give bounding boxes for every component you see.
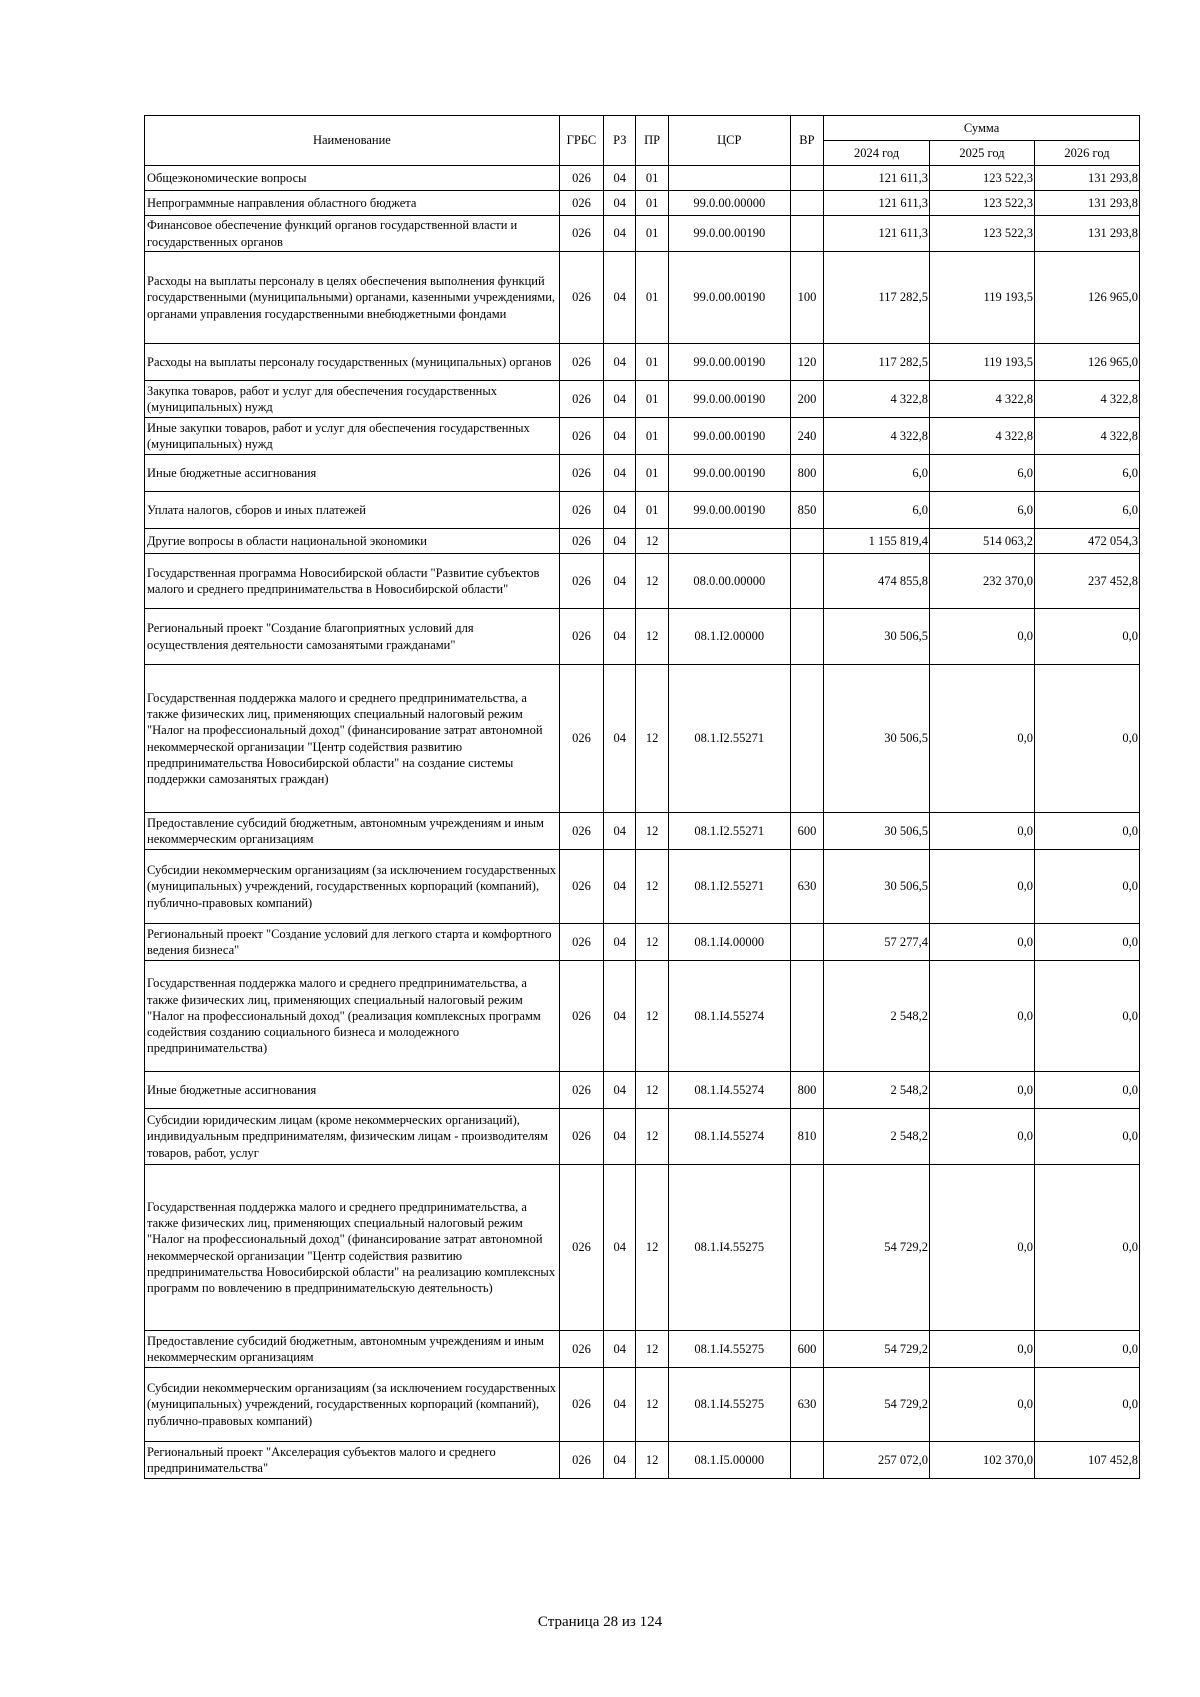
table-row [145,1072,1140,1109]
row-name: Предоставление субсидий бюджетным, автономным учреждениям и иным некоммерческим организациям [145,1331,560,1368]
row-vr [790,1442,823,1479]
row-rz: 04 [604,418,636,455]
row-pr: 01 [636,344,668,381]
col-header-name: Наименование [145,116,560,166]
row-rz: 04 [604,961,636,1072]
row-sum-2024: 2 548,2 [824,1109,930,1165]
row-sum-2024: 57 277,4 [824,924,930,961]
row-rz: 04 [604,252,636,344]
row-pr: 01 [636,455,668,492]
row-sum-2025: 0,0 [930,1331,1035,1368]
table-row [145,492,1140,529]
table-row [145,344,1140,381]
row-pr: 01 [636,418,668,455]
row-csr: 99.0.00.00190 [668,252,790,344]
row-pr: 12 [636,1368,668,1442]
row-name: Уплата налогов, сборов и иных платежей [145,492,560,529]
row-rz: 04 [604,850,636,924]
row-sum-2025: 0,0 [930,813,1035,850]
table-row [145,1109,1140,1165]
row-sum-2026: 6,0 [1034,455,1139,492]
row-sum-2025: 514 063,2 [930,529,1035,554]
row-sum-2024: 117 282,5 [824,252,930,344]
row-sum-2025: 123 522,3 [930,191,1035,216]
row-name: Общеэкономические вопросы [145,166,560,191]
col-header-2024: 2024 год [824,141,930,166]
row-rz: 04 [604,665,636,813]
budget-table [144,115,1140,1479]
row-sum-2024: 6,0 [824,492,930,529]
row-rz: 04 [604,1331,636,1368]
row-grbs: 026 [559,381,603,418]
row-csr: 08.1.I4.55275 [668,1331,790,1368]
row-name: Региональный проект "Акселерация субъектов малого и среднего предпринимательства" [145,1442,560,1479]
row-pr: 12 [636,924,668,961]
row-pr: 12 [636,1109,668,1165]
row-pr: 12 [636,609,668,665]
row-rz: 04 [604,216,636,252]
row-rz: 04 [604,1072,636,1109]
row-sum-2025: 0,0 [930,924,1035,961]
row-grbs: 026 [559,1165,603,1331]
row-rz: 04 [604,381,636,418]
row-sum-2025: 0,0 [930,1368,1035,1442]
row-name: Государственная программа Новосибирской области "Развитие субъектов малого и среднего предпринимательства в Новосибирской области" [145,554,560,609]
row-csr: 08.1.I2.55271 [668,850,790,924]
row-csr: 08.1.I4.55274 [668,961,790,1072]
table-row [145,455,1140,492]
row-name: Региональный проект "Создание благоприятных условий для осуществления деятельности самозанятыми гражданами" [145,609,560,665]
row-sum-2025: 0,0 [930,1072,1035,1109]
table-row [145,252,1140,344]
row-sum-2024: 54 729,2 [824,1331,930,1368]
row-sum-2024: 30 506,5 [824,609,930,665]
row-csr [668,529,790,554]
table-row [145,1331,1140,1368]
col-header-csr: ЦСР [668,116,790,166]
row-vr [790,665,823,813]
row-name: Государственная поддержка малого и среднего предпринимательства, а также физических лиц, применяющих специальный налоговый режим "Налог на профессиональный доход" (финансирование затрат автономной некоммерческой организации "Центр содействия развитию предпринимательства Новосибирской области" на реализацию комплексных программ по вовлечению в предпринимательскую деятельность) [145,1165,560,1331]
row-grbs: 026 [559,216,603,252]
row-pr: 12 [636,665,668,813]
row-vr [790,216,823,252]
row-grbs: 026 [559,166,603,191]
row-vr [790,191,823,216]
row-name: Закупка товаров, работ и услуг для обеспечения государственных (муниципальных) нужд [145,381,560,418]
table-row [145,609,1140,665]
row-sum-2026: 0,0 [1034,924,1139,961]
col-header-rz: РЗ [604,116,636,166]
row-sum-2024: 117 282,5 [824,344,930,381]
row-pr: 12 [636,1442,668,1479]
row-grbs: 026 [559,554,603,609]
row-sum-2025: 6,0 [930,455,1035,492]
row-sum-2026: 0,0 [1034,1109,1139,1165]
row-rz: 04 [604,1442,636,1479]
row-sum-2024: 54 729,2 [824,1368,930,1442]
row-grbs: 026 [559,813,603,850]
row-sum-2025: 119 193,5 [930,252,1035,344]
row-sum-2026: 131 293,8 [1034,166,1139,191]
row-sum-2026: 6,0 [1034,492,1139,529]
row-vr: 810 [790,1109,823,1165]
row-rz: 04 [604,166,636,191]
row-name: Непрограммные направления областного бюджета [145,191,560,216]
row-csr: 08.0.00.00000 [668,554,790,609]
row-csr [668,166,790,191]
row-vr [790,924,823,961]
row-sum-2025: 4 322,8 [930,418,1035,455]
row-grbs: 026 [559,1368,603,1442]
table-row [145,381,1140,418]
row-vr: 850 [790,492,823,529]
row-sum-2024: 121 611,3 [824,191,930,216]
row-sum-2025: 102 370,0 [930,1442,1035,1479]
row-grbs: 026 [559,455,603,492]
row-sum-2026: 0,0 [1034,609,1139,665]
row-csr: 08.1.I4.55274 [668,1109,790,1165]
row-csr: 99.0.00.00190 [668,216,790,252]
row-sum-2024: 1 155 819,4 [824,529,930,554]
col-header-vr: ВР [790,116,823,166]
row-grbs: 026 [559,609,603,665]
row-rz: 04 [604,813,636,850]
row-pr: 01 [636,492,668,529]
table-body [145,166,1140,1479]
row-sum-2026: 0,0 [1034,813,1139,850]
row-sum-2026: 107 452,8 [1034,1442,1139,1479]
row-rz: 04 [604,492,636,529]
col-header-grbs: ГРБС [559,116,603,166]
row-pr: 01 [636,166,668,191]
row-vr [790,554,823,609]
row-grbs: 026 [559,665,603,813]
row-name: Государственная поддержка малого и среднего предпринимательства, а также физических лиц, применяющих специальный налоговый режим "Налог на профессиональный доход" (реализация комплексных программ содействия созданию социального бизнеса и молодежного предпринимательства) [145,961,560,1072]
row-sum-2026: 0,0 [1034,1331,1139,1368]
row-pr: 12 [636,850,668,924]
row-vr: 600 [790,1331,823,1368]
page-number: Страница 28 из 124 [537,1614,663,1630]
row-sum-2025: 232 370,0 [930,554,1035,609]
row-pr: 12 [636,1165,668,1331]
row-rz: 04 [604,1109,636,1165]
row-grbs: 026 [559,252,603,344]
row-sum-2026: 237 452,8 [1034,554,1139,609]
row-sum-2026: 4 322,8 [1034,381,1139,418]
row-csr: 99.0.00.00190 [668,492,790,529]
row-vr: 630 [790,1368,823,1442]
row-vr: 800 [790,455,823,492]
table-row [145,216,1140,252]
row-sum-2025: 0,0 [930,1165,1035,1331]
row-sum-2025: 0,0 [930,665,1035,813]
table-row [145,554,1140,609]
row-name: Иные бюджетные ассигнования [145,455,560,492]
row-vr: 120 [790,344,823,381]
row-name: Иные закупки товаров, работ и услуг для обеспечения государственных (муниципальных) нужд [145,418,560,455]
row-name: Субсидии юридическим лицам (кроме некоммерческих организаций), индивидуальным предпринимателям, физическим лицам - производителям товаров, работ, услуг [145,1109,560,1165]
row-sum-2024: 4 322,8 [824,381,930,418]
row-vr: 240 [790,418,823,455]
row-name: Другие вопросы в области национальной экономики [145,529,560,554]
table-row [145,418,1140,455]
row-vr: 600 [790,813,823,850]
row-grbs: 026 [559,924,603,961]
col-header-pr: ПР [636,116,668,166]
table-row [145,665,1140,813]
table-row [145,813,1140,850]
row-grbs: 026 [559,1442,603,1479]
row-sum-2025: 0,0 [930,961,1035,1072]
row-sum-2024: 121 611,3 [824,166,930,191]
row-csr: 08.1.I2.00000 [668,609,790,665]
row-name: Субсидии некоммерческим организациям (за исключением государственных (муниципальных) учреждений, государственных корпораций (компаний), публично-правовых компаний) [145,850,560,924]
row-rz: 04 [604,191,636,216]
row-sum-2024: 474 855,8 [824,554,930,609]
table-row [145,850,1140,924]
row-csr: 08.1.I4.00000 [668,924,790,961]
row-name: Предоставление субсидий бюджетным, автономным учреждениям и иным некоммерческим организациям [145,813,560,850]
row-sum-2026: 126 965,0 [1034,344,1139,381]
row-grbs: 026 [559,529,603,554]
row-csr: 08.1.I2.55271 [668,813,790,850]
row-pr: 01 [636,216,668,252]
row-rz: 04 [604,554,636,609]
row-sum-2026: 0,0 [1034,665,1139,813]
row-vr [790,1165,823,1331]
table-row [145,529,1140,554]
row-sum-2025: 0,0 [930,850,1035,924]
row-sum-2024: 30 506,5 [824,813,930,850]
row-sum-2025: 0,0 [930,1109,1035,1165]
row-sum-2026: 0,0 [1034,850,1139,924]
row-sum-2025: 123 522,3 [930,166,1035,191]
row-csr: 08.1.I4.55275 [668,1368,790,1442]
row-vr [790,166,823,191]
row-pr: 12 [636,813,668,850]
row-csr: 08.1.I4.55274 [668,1072,790,1109]
row-vr [790,529,823,554]
row-grbs: 026 [559,492,603,529]
row-csr: 08.1.I4.55275 [668,1165,790,1331]
row-name: Региональный проект "Создание условий для легкого старта и комфортного ведения бизнеса" [145,924,560,961]
row-vr: 100 [790,252,823,344]
row-sum-2024: 6,0 [824,455,930,492]
row-pr: 12 [636,554,668,609]
table-row [145,166,1140,191]
row-sum-2026: 131 293,8 [1034,191,1139,216]
row-grbs: 026 [559,1072,603,1109]
row-rz: 04 [604,1165,636,1331]
row-csr: 08.1.I5.00000 [668,1442,790,1479]
row-name: Иные бюджетные ассигнования [145,1072,560,1109]
row-sum-2025: 0,0 [930,609,1035,665]
row-rz: 04 [604,609,636,665]
row-sum-2024: 2 548,2 [824,961,930,1072]
row-rz: 04 [604,924,636,961]
row-pr: 01 [636,252,668,344]
row-csr: 08.1.I2.55271 [668,665,790,813]
row-csr: 99.0.00.00190 [668,418,790,455]
row-grbs: 026 [559,191,603,216]
row-csr: 99.0.00.00190 [668,455,790,492]
table-row [145,1165,1140,1331]
row-csr: 99.0.00.00190 [668,344,790,381]
row-grbs: 026 [559,1109,603,1165]
row-sum-2024: 30 506,5 [824,850,930,924]
table-row [145,1442,1140,1479]
row-sum-2026: 131 293,8 [1034,216,1139,252]
col-header-2026: 2026 год [1034,141,1139,166]
row-pr: 12 [636,1072,668,1109]
row-rz: 04 [604,1368,636,1442]
row-csr: 99.0.00.00000 [668,191,790,216]
row-pr: 12 [636,961,668,1072]
row-name: Государственная поддержка малого и среднего предпринимательства, а также физических лиц, применяющих специальный налоговый режим "Налог на профессиональный доход" (финансирование затрат автономной некоммерческой организации "Центр содействия развитию предпринимательства Новосибирской области" на создание системы поддержки самозанятых граждан) [145,665,560,813]
row-grbs: 026 [559,961,603,1072]
row-sum-2026: 0,0 [1034,961,1139,1072]
row-rz: 04 [604,344,636,381]
row-sum-2026: 0,0 [1034,1165,1139,1331]
row-sum-2024: 121 611,3 [824,216,930,252]
row-sum-2026: 472 054,3 [1034,529,1139,554]
row-name: Расходы на выплаты персоналу государственных (муниципальных) органов [145,344,560,381]
row-grbs: 026 [559,418,603,455]
row-sum-2024: 30 506,5 [824,665,930,813]
row-pr: 01 [636,191,668,216]
table-row [145,1368,1140,1442]
row-sum-2024: 54 729,2 [824,1165,930,1331]
row-vr [790,961,823,1072]
row-sum-2026: 0,0 [1034,1072,1139,1109]
row-vr [790,609,823,665]
row-grbs: 026 [559,850,603,924]
row-csr: 99.0.00.00190 [668,381,790,418]
table-row [145,961,1140,1072]
row-pr: 12 [636,1331,668,1368]
table-row [145,191,1140,216]
table-row [145,924,1140,961]
row-sum-2026: 0,0 [1034,1368,1139,1442]
row-name: Расходы на выплаты персоналу в целях обеспечения выполнения функций государственными (муниципальными) органами, казенными учреждениями, органами управления государственными внебюджетными фондами [145,252,560,344]
row-sum-2024: 2 548,2 [824,1072,930,1109]
row-vr: 800 [790,1072,823,1109]
col-header-2025: 2025 год [930,141,1035,166]
row-sum-2025: 6,0 [930,492,1035,529]
row-pr: 12 [636,529,668,554]
row-grbs: 026 [559,344,603,381]
row-name: Финансовое обеспечение функций органов государственной власти и государственных органов [145,216,560,252]
row-sum-2024: 4 322,8 [824,418,930,455]
row-sum-2025: 119 193,5 [930,344,1035,381]
row-sum-2025: 123 522,3 [930,216,1035,252]
row-vr: 200 [790,381,823,418]
row-rz: 04 [604,455,636,492]
row-sum-2026: 126 965,0 [1034,252,1139,344]
row-name: Субсидии некоммерческим организациям (за исключением государственных (муниципальных) учреждений, государственных корпораций (компаний), публично-правовых компаний) [145,1368,560,1442]
col-header-sum: Сумма [824,116,1140,141]
row-grbs: 026 [559,1331,603,1368]
row-sum-2025: 4 322,8 [930,381,1035,418]
row-rz: 04 [604,529,636,554]
row-sum-2024: 257 072,0 [824,1442,930,1479]
row-sum-2026: 4 322,8 [1034,418,1139,455]
row-pr: 01 [636,381,668,418]
row-vr: 630 [790,850,823,924]
